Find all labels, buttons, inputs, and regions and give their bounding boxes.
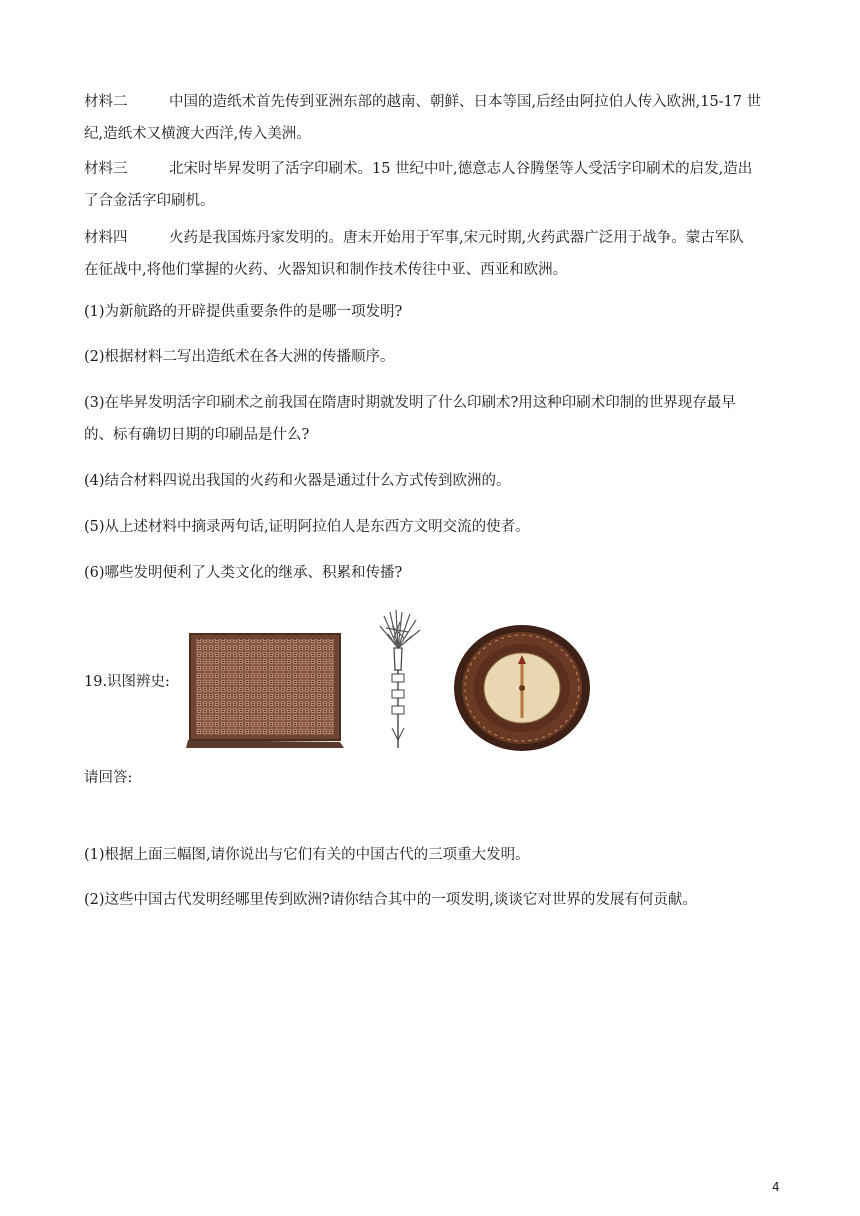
material-4-line-2: 在征战中,将他们掌握的火药、火器知识和制作技术传往中亚、西亚和欧洲。 xyxy=(84,262,568,278)
q18-3-line-1: (3)在毕昇发明活字印刷术之前我国在隋唐时期就发明了什么印刷术?用这种印刷术印制的世界现存最早 xyxy=(84,395,736,411)
material-2-line-1 xyxy=(84,92,761,112)
material-4-text: 火药是我国炼丹家发明的。唐末开始用于军事,宋元时期,火药武器广泛用于战争。蒙古军队 xyxy=(169,230,744,246)
material-4-label: 材料四 xyxy=(84,230,128,246)
fire-arrow-image xyxy=(370,608,430,750)
q19-2: (2)这些中国古代发明经哪里传到欧洲?请你结合其中的一项发明,谈谈它对世界的发展有何贡献。 xyxy=(84,892,697,908)
page-number: 4 xyxy=(772,1180,780,1194)
compass-image xyxy=(452,622,592,752)
material-3-line-2: 了合金活字印刷机。 xyxy=(84,193,215,209)
q18-3-line-2: 的、标有确切日期的印刷品是什么? xyxy=(84,427,310,443)
material-3-line-1 xyxy=(84,159,752,179)
material-2-label: 材料二 xyxy=(84,94,128,110)
material-3-text: 北宋时毕昇发明了活字印刷术。15 世纪中叶,德意志人谷腾堡等人受活字印刷术的启发,造出 xyxy=(169,161,753,177)
q18-5: (5)从上述材料中摘录两句话,证明阿拉伯人是东西方文明交流的使者。 xyxy=(84,519,530,535)
q19-prompt: 请回答: xyxy=(84,770,133,786)
movable-type-image xyxy=(184,630,344,748)
material-2-text: 中国的造纸术首先传到亚洲东部的越南、朝鲜、日本等国,后经由阿拉伯人传入欧洲,15-17 世 xyxy=(169,94,762,110)
q18-4: (4)结合材料四说出我国的火药和火器是通过什么方式传到欧洲的。 xyxy=(84,473,511,489)
q19-1: (1)根据上面三幅图,请你说出与它们有关的中国古代的三项重大发明。 xyxy=(84,847,530,863)
material-2-line-2: 纪,造纸术又横渡大西洋,传入美洲。 xyxy=(84,126,311,142)
q18-1: (1)为新航路的开辟提供重要条件的是哪一项发明? xyxy=(84,304,403,320)
q18-6: (6)哪些发明便利了人类文化的继承、积累和传播? xyxy=(84,565,403,581)
material-4-line-1 xyxy=(84,228,744,248)
q18-2: (2)根据材料二写出造纸术在各大洲的传播顺序。 xyxy=(84,349,395,365)
q19-label: 19.识图辨史: xyxy=(84,674,170,690)
material-3-label: 材料三 xyxy=(84,161,128,177)
